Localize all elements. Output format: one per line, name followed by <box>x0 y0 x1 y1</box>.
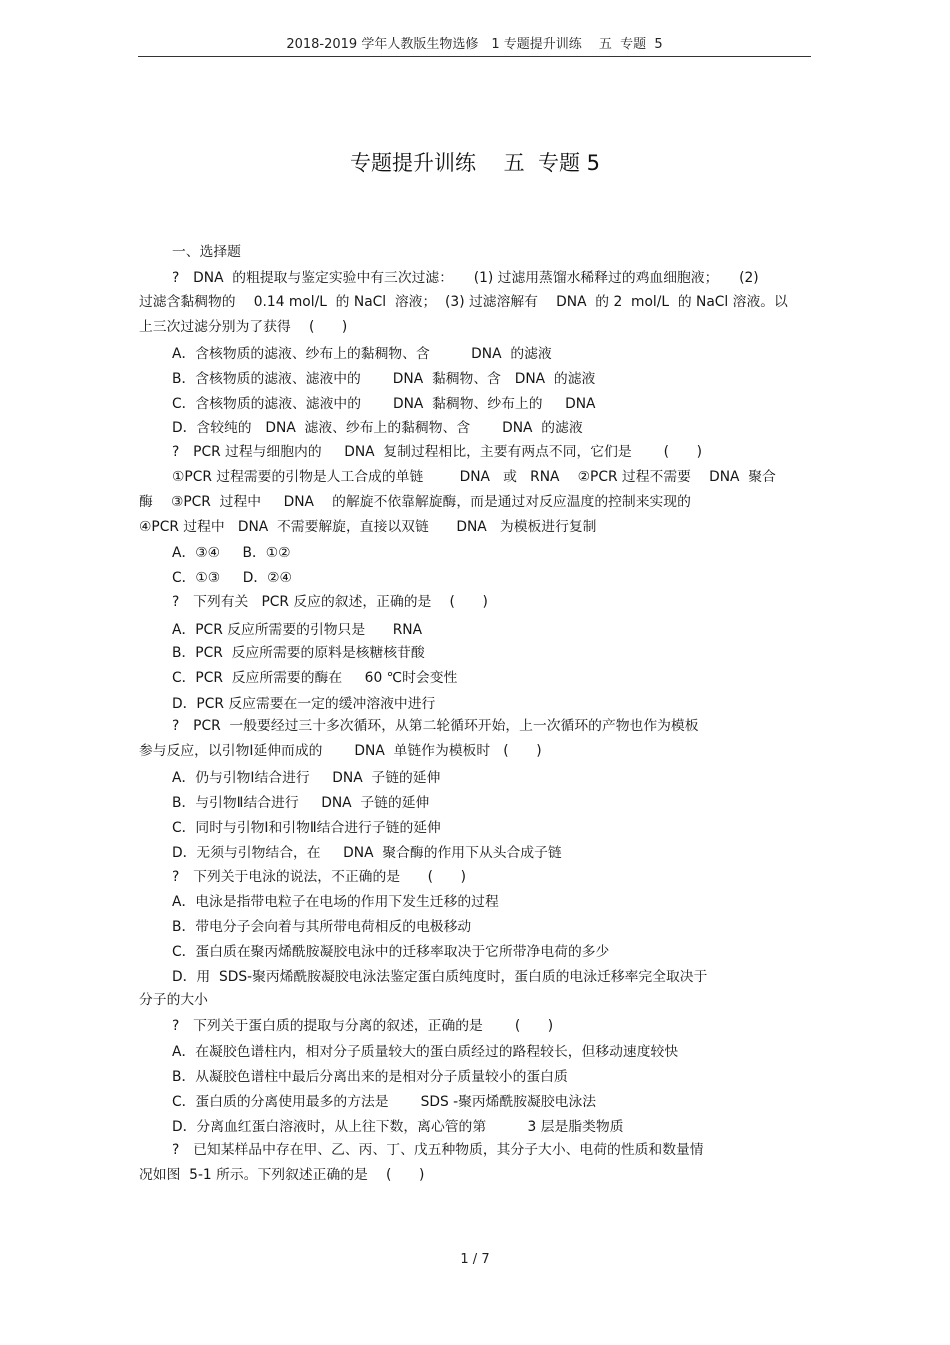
answer-option: A．③④ B．①② <box>172 545 291 561</box>
answer-option: C．蛋白质的分离使用最多的方法是 SDS -聚丙烯酰胺凝胶电泳法 <box>172 1094 597 1110</box>
answer-option: A．电泳是指带电粒子在电场的作用下发生迁移的过程 <box>172 894 499 910</box>
question-text: ? 下列关于蛋白质的提取与分离的叙述，正确的是 ( ) <box>172 1018 554 1034</box>
statement-text: ①PCR 过程需要的引物是人工合成的单链 DNA 或 RNA ②PCR 过程不需要 DNA 聚合 <box>172 469 776 485</box>
answer-option: B．含核物质的滤液、滤液中的 DNA 黏稠物、含 DNA 的滤液 <box>172 371 596 387</box>
header-divider <box>138 56 811 57</box>
answer-option: D．分离血红蛋白溶液时，从上往下数，离心管的第 3 层是脂类物质 <box>172 1119 624 1135</box>
section-heading: 一、选择题 <box>172 244 241 260</box>
answer-option: D．用 SDS-聚丙烯酰胺凝胶电泳法鉴定蛋白质纯度时，蛋白质的电泳迁移率完全取决于 <box>172 969 708 985</box>
question-text: 况如图 5-1 所示。下列叙述正确的是 ( ) <box>139 1167 425 1183</box>
question-text: ? PCR 一般要经过三十多次循环，从第二轮循环开始，上一次循环的产物也作为模板 <box>172 718 699 734</box>
question-text: 参与反应，以引物Ⅰ延伸而成的 DNA 单链作为模板时 ( ) <box>139 743 542 759</box>
answer-option: C．同时与引物Ⅰ和引物Ⅱ结合进行子链的延伸 <box>172 820 441 836</box>
question-text: ? 下列关于电泳的说法，不正确的是 ( ) <box>172 869 467 885</box>
question-text: ? 下列有关 PCR 反应的叙述，正确的是 ( ) <box>172 594 488 610</box>
answer-option: A．PCR 反应所需要的引物只是 RNA <box>172 622 423 638</box>
statement-text: ④PCR 过程中 DNA 不需要解旋，直接以双链 DNA 为模板进行复制 <box>139 519 597 535</box>
question-text: ? PCR 过程与细胞内的 DNA 复制过程相比，主要有两点不同，它们是 ( ) <box>172 444 703 460</box>
document-title: 专题提升训练 五 专题 5 <box>349 151 601 175</box>
answer-option: A．仍与引物Ⅰ结合进行 DNA 子链的延伸 <box>172 770 441 786</box>
statement-text: 酶 ③PCR 过程中 DNA 的解旋不依靠解旋酶，而是通过对反应温度的控制来实现的 <box>139 494 691 510</box>
question-text: 过滤含黏稠物的 0.14 mol/L 的 NaCl 溶液； (3) 过滤溶解有 DNA 的 2 mol/L 的 NaCl 溶液。以 <box>139 294 788 310</box>
answer-option: C．①③ D．②④ <box>172 570 292 586</box>
answer-option: D．含较纯的 DNA 滤液、纱布上的黏稠物、含 DNA 的滤液 <box>172 420 583 436</box>
running-header: 2018-2019 学年人教版生物选修 1 专题提升训练 五 专题 5 <box>286 37 663 52</box>
page-number: 1 / 7 <box>460 1252 490 1267</box>
question-text: ? 已知某样品中存在甲、乙、丙、丁、戊五种物质，其分子大小、电荷的性质和数量情 <box>172 1142 704 1158</box>
answer-option: 分子的大小 <box>139 992 208 1008</box>
question-text: 上三次过滤分别为了获得 ( ) <box>139 319 348 335</box>
answer-option: D．PCR 反应需要在一定的缓冲溶液中进行 <box>172 696 436 712</box>
answer-option: B．从凝胶色谱柱中最后分离出来的是相对分子质量较小的蛋白质 <box>172 1069 568 1085</box>
answer-option: D．无须与引物结合，在 DNA 聚合酶的作用下从头合成子链 <box>172 845 562 861</box>
answer-option: C．PCR 反应所需要的酶在 60 ℃时会变性 <box>172 670 458 686</box>
answer-option: C．含核物质的滤液、滤液中的 DNA 黏稠物、纱布上的 DNA <box>172 396 596 412</box>
answer-option: C．蛋白质在聚丙烯酰胺凝胶电泳中的迁移率取决于它所带净电荷的多少 <box>172 944 610 960</box>
answer-option: B．带电分子会向着与其所带电荷相反的电极移动 <box>172 919 472 935</box>
answer-option: A．含核物质的滤液、纱布上的黏稠物、含 DNA 的滤液 <box>172 346 552 362</box>
question-text: ? DNA 的粗提取与鉴定实验中有三次过滤： (1) 过滤用蒸馏水稀释过的鸡血细胞液； (2) <box>172 270 759 286</box>
answer-option: A．在凝胶色谱柱内，相对分子质量较大的蛋白质经过的路程较长，但移动速度较快 <box>172 1044 679 1060</box>
answer-option: B．PCR 反应所需要的原料是核糖核苷酸 <box>172 645 425 661</box>
answer-option: B．与引物Ⅱ结合进行 DNA 子链的延伸 <box>172 795 430 811</box>
